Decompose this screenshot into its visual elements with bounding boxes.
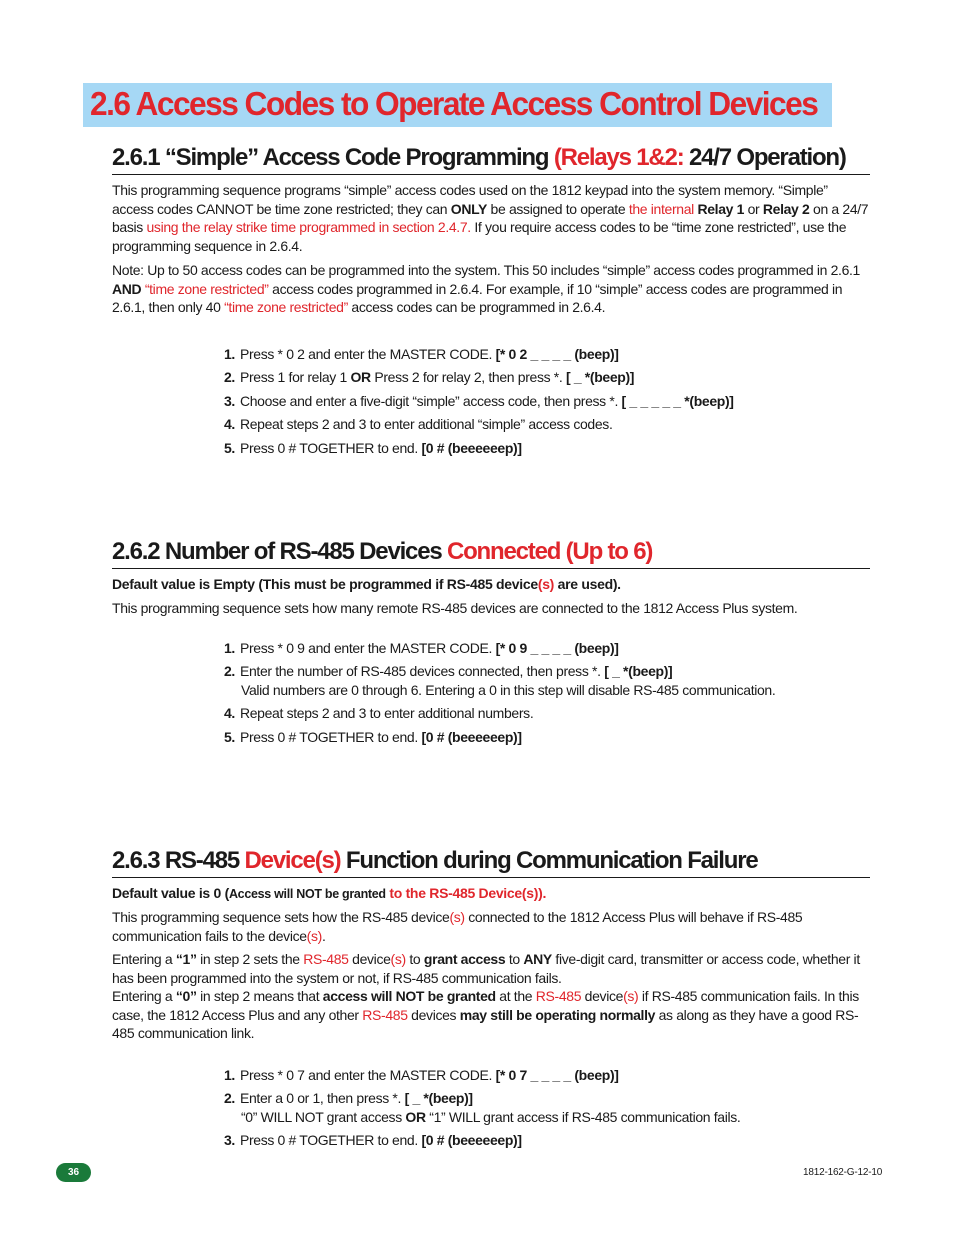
page-title: 2.6 Access Codes to Operate Access Control Devices	[90, 85, 818, 122]
step-item: 4. Repeat steps 2 and 3 to enter additional numbers.	[224, 705, 534, 722]
default-value-2-6-3: Default value is 0 (Access will NOT be granted to the RS-485 Device(s)).	[112, 885, 547, 901]
paragraph-2-6-3-intro: This programming sequence sets how the RS-485 device(s) connected to the 1812 Access Plus will behave if RS-485 communication fails to the device(s).	[112, 909, 803, 944]
heading-2-6-2-red: Connected (Up to 6)	[446, 538, 653, 565]
step-item: 1. Press * 0 7 and enter the MASTER CODE. [* 0 7 _ _ _ _ (beep)]	[224, 1067, 619, 1083]
step-item: 3. Press 0 # TOGETHER to end. [0 # (beeeeeep)]	[224, 1132, 522, 1149]
steps-2-6-1	[224, 345, 734, 462]
heading-2-6-1-tail: 24/7 Operation)	[683, 144, 846, 171]
default-value-2-6-2: Default value is Empty (This must be programmed if RS-485 device(s) are used).	[112, 576, 621, 592]
step-item: 1. Press * 0 9 and enter the MASTER CODE. [* 0 9 _ _ _ _ (beep)]	[224, 640, 619, 656]
section-banner	[83, 83, 832, 127]
step-item: 5. Press 0 # TOGETHER to end. [0 # (beeeeeep)]	[224, 728, 522, 745]
heading-2-6-2	[112, 537, 870, 569]
step-item: 4. Repeat steps 2 and 3 to enter additional “simple” access codes.	[224, 416, 613, 433]
heading-2-6-3-main: 2.6.3 RS-485	[112, 847, 245, 874]
heading-2-6-1	[112, 143, 870, 175]
heading-2-6-3-tail: Function during Communication Failure	[340, 847, 758, 874]
paragraph-2-6-1-intro: This programming sequence programs “simple” access codes used on the 1812 keypad into the system memory. “Simple” access codes CANNOT be time zone restricted; they can ONLY be assigned to operate the internal Relay 1 or Relay 2 on a 24/7 basis using the relay strike time programmed in section 2.4.7. If you require access codes to be “time zone restricted”, use the programming sequence in 2.6.4.	[112, 182, 869, 255]
heading-2-6-3	[112, 846, 870, 878]
page-number-badge: 36	[56, 1163, 91, 1182]
step-item: 1. Press * 0 2 and enter the MASTER CODE. [* 0 2 _ _ _ _ (beep)]	[224, 346, 619, 362]
heading-2-6-3-red: Device(s)	[244, 847, 341, 874]
document-code: 1812-162-G-12-10	[803, 1167, 883, 1178]
paragraph-2-6-1-note: Note: Up to 50 access codes can be programmed into the system. This 50 includes “simple” access codes programmed in 2.6.1 AND “time zone restricted” access codes programmed in 2.6.4. For example, if 10 “simple” access codes are programmed in 2.6.1, then only 40 “time zone restricted” access codes can be programmed in 2.6.4.	[112, 262, 860, 316]
step-item: 2. Enter a 0 or 1, then press *. [ _ *(beep)] “0” WILL NOT grant access OR “1” WILL grant access if RS-485 communication fails.	[224, 1090, 741, 1126]
heading-2-6-2-main: 2.6.2 Number of RS-485 Devices	[112, 538, 447, 565]
paragraph-2-6-3-one: Entering a “1” in step 2 sets the RS-485 device(s) to grant access to ANY five-digit card, transmitter or access code, whether it has been programmed into the system or not, if RS-485 communication fails.	[112, 951, 860, 986]
paragraph-2-6-3-zero: Entering a “0” in step 2 means that access will NOT be granted at the RS-485 device(s) if RS-485 communication fails. In this case, the 1812 Access Plus and any other RS-485 devices may still be operating normally as along as they have a good RS-485 communication link.	[112, 988, 859, 1042]
steps-2-6-2	[224, 639, 775, 751]
step-item: 3. Choose and enter a five-digit “simple” access code, then press *. [ _ _ _ _ _ *(beep)]	[224, 392, 734, 409]
steps-2-6-3	[224, 1066, 740, 1155]
paragraph-2-6-2: This programming sequence sets how many remote RS-485 devices are connected to the 1812 Access Plus system.	[112, 600, 798, 616]
step-item: 2. Enter the number of RS-485 devices connected, then press *. [ _ *(beep)] Valid numbers are 0 through 6. Entering a 0 in this step will disable RS-485 communication.	[224, 663, 776, 699]
step-item: 2. Press 1 for relay 1 OR Press 2 for relay 2, then press *. [ _ *(beep)]	[224, 369, 635, 386]
heading-2-6-1-red: (Relays 1&2:	[553, 144, 684, 171]
step-item: 5. Press 0 # TOGETHER to end. [0 # (beeeeeep)]	[224, 439, 522, 456]
heading-2-6-1-main: 2.6.1 “Simple” Access Code Programming	[112, 144, 554, 171]
